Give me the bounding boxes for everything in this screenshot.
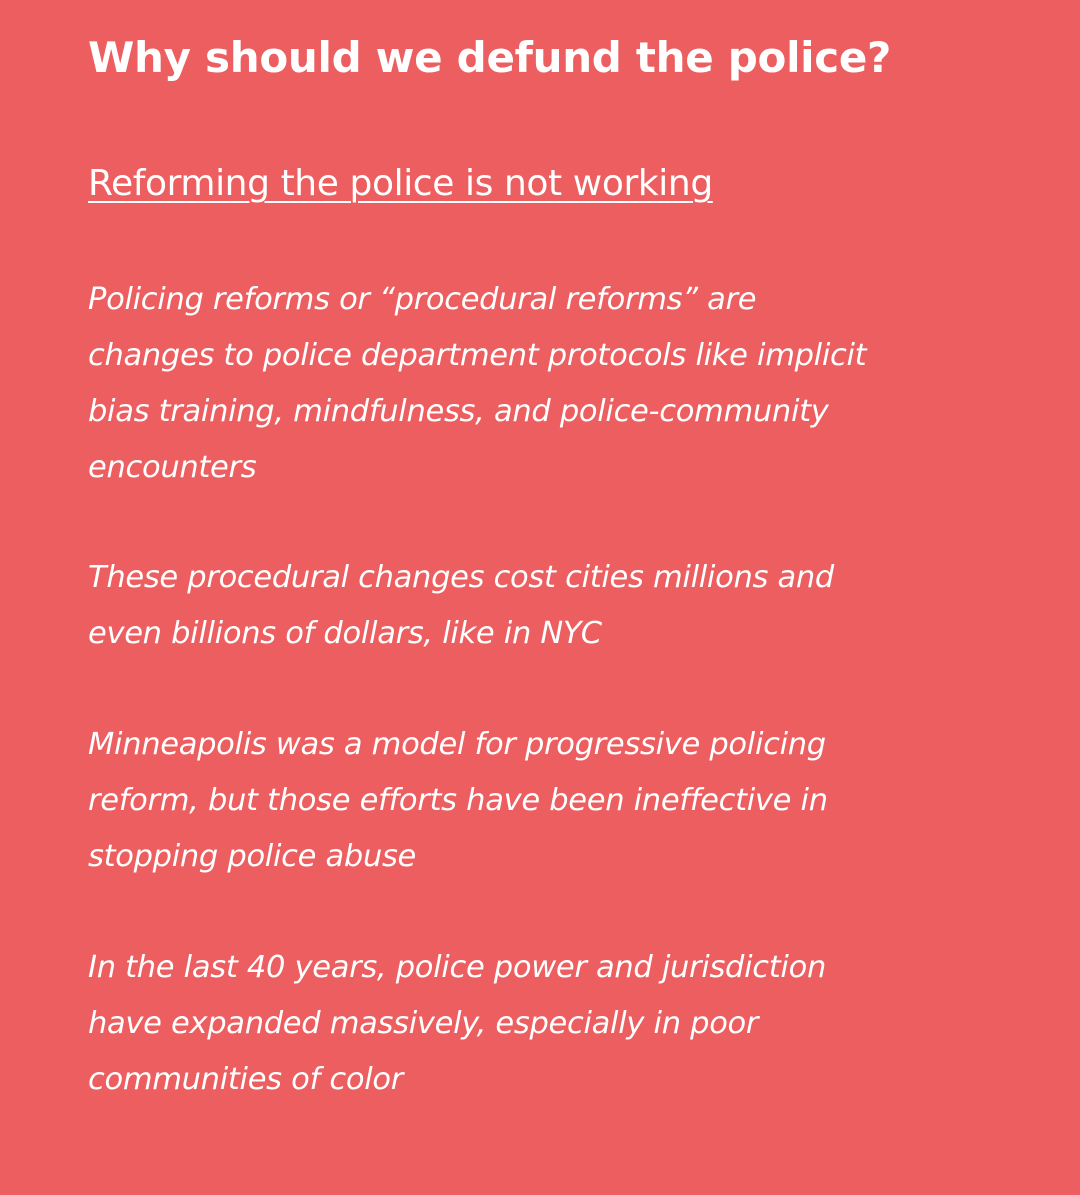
paragraph-line: Minneapolis was a model for progressive policing: [88, 727, 826, 762]
paragraph-police-power: [88, 940, 1048, 1108]
page-title: Why should we defund the police?: [88, 33, 892, 82]
paragraph-line: These procedural changes cost cities millions and: [88, 560, 834, 595]
paragraph-costs: [88, 550, 1048, 662]
paragraph-line: encounters: [88, 450, 257, 485]
section-heading: Reforming the police is not working: [88, 163, 713, 204]
paragraph-line: In the last 40 years, police power and jurisdiction: [88, 950, 826, 985]
paragraph-line: communities of color: [88, 1062, 403, 1097]
paragraph-line: have expanded massively, especially in poor: [88, 1006, 759, 1041]
paragraph-line: stopping police abuse: [88, 839, 417, 874]
paragraph-line: bias training, mindfulness, and police-community: [88, 394, 829, 429]
paragraph-procedural-reforms: [88, 272, 1048, 496]
paragraph-line: even billions of dollars, like in NYC: [88, 616, 602, 651]
paragraph-minneapolis: [88, 717, 1048, 885]
paragraph-line: reform, but those efforts have been ineffective in: [88, 783, 828, 818]
paragraph-line: Policing reforms or “procedural reforms” are: [88, 282, 757, 317]
paragraph-line: changes to police department protocols like implicit: [88, 338, 867, 373]
